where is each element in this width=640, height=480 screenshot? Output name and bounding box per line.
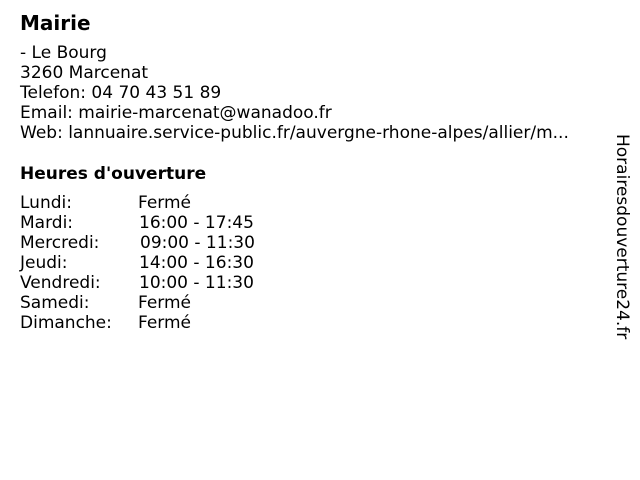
time-value: 09:00 - 11:30 bbox=[140, 233, 255, 253]
web-line: Web: lannuaire.service-public.fr/auvergne-rhone-alpes/allier/m... bbox=[20, 123, 569, 143]
address-block bbox=[20, 43, 569, 143]
city-line: 3260 Marcenat bbox=[20, 63, 149, 83]
hours-heading: Heures d'ouverture bbox=[20, 164, 207, 184]
day-label: Dimanche: bbox=[20, 313, 112, 333]
time-value: 14:00 - 16:30 bbox=[139, 253, 254, 273]
page-title: Mairie bbox=[20, 11, 91, 35]
time-value: Fermé bbox=[138, 193, 192, 213]
time-value: 16:00 - 17:45 bbox=[139, 213, 254, 233]
street-line: - Le Bourg bbox=[20, 43, 107, 63]
day-label: Mardi: bbox=[20, 213, 74, 233]
day-label: Jeudi: bbox=[20, 253, 68, 273]
day-label: Lundi: bbox=[20, 193, 72, 213]
day-label: Samedi: bbox=[20, 293, 90, 313]
time-value: 10:00 - 11:30 bbox=[139, 273, 254, 293]
time-value: Fermé bbox=[138, 293, 192, 313]
time-value: Fermé bbox=[138, 313, 192, 333]
day-label: Mercredi: bbox=[20, 233, 100, 253]
site-watermark: Horairesdouverture24.fr bbox=[612, 134, 632, 340]
phone-line: Telefon: 04 70 43 51 89 bbox=[20, 83, 222, 103]
email-line: Email: mairie-marcenat@wanadoo.fr bbox=[20, 103, 332, 123]
day-label: Vendredi: bbox=[20, 273, 101, 293]
